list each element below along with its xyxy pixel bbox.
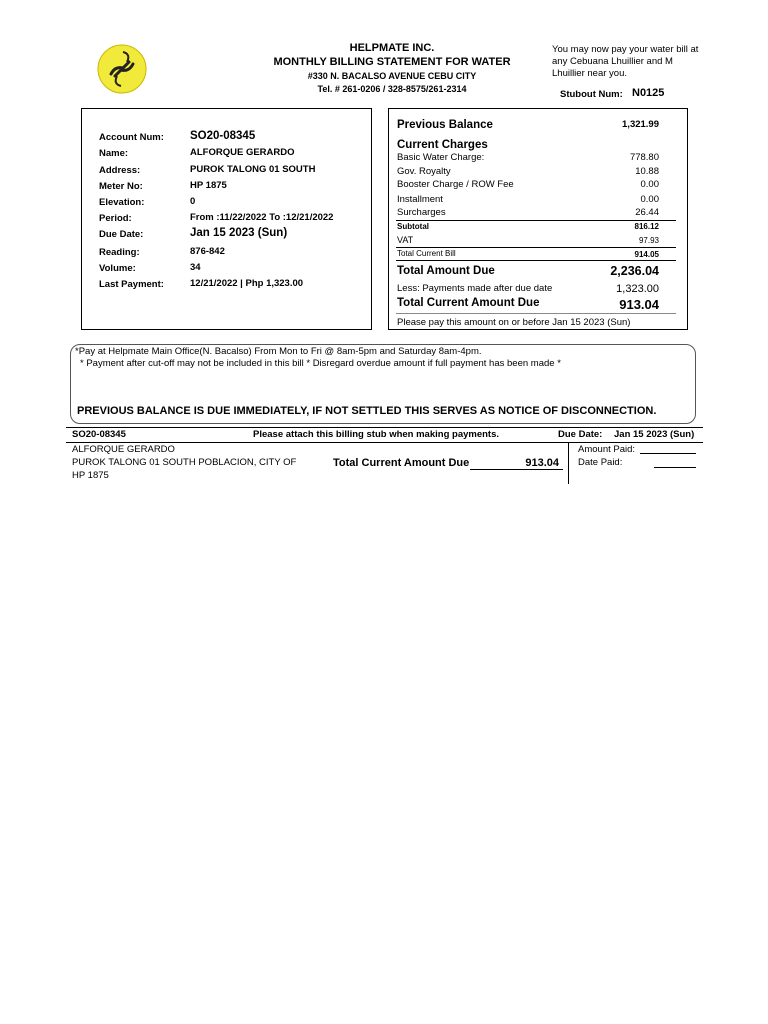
stub-name: ALFORQUE GERARDO: [72, 444, 175, 455]
less-payments-value: 1,323.00: [616, 283, 659, 295]
surcharges-label: Surcharges: [397, 207, 446, 218]
date-paid-line[interactable]: [654, 467, 696, 468]
customer-address: PUROK TALONG 01 SOUTH: [190, 164, 316, 175]
address-label: Address:: [99, 165, 141, 176]
stub-meter: HP 1875: [72, 470, 109, 481]
total-current-bill-value: 914.05: [634, 250, 659, 259]
elevation-label: Elevation:: [99, 197, 145, 208]
volume-value: 34: [190, 262, 201, 273]
meter-label: Meter No:: [99, 181, 143, 192]
company-phone: Tel. # 261-0206 / 328-8575/261-2314: [317, 84, 467, 94]
notice-line-1: *Pay at Helpmate Main Office(N. Bacalso) From Mon to Fri @ 8am-5pm and Saturday 8am-4pm.: [75, 346, 482, 357]
stubout-label: Stubout Num:: [560, 89, 623, 100]
customer-name: ALFORQUE GERARDO: [190, 147, 295, 158]
statement-title: MONTHLY BILLING STATEMENT FOR WATER: [273, 56, 511, 68]
company-logo: [97, 44, 147, 94]
reading-value: 876-842: [190, 246, 225, 257]
name-label: Name:: [99, 148, 129, 159]
company-name: HELPMATE INC.: [349, 42, 435, 54]
royalty-label: Gov. Royalty: [397, 166, 451, 177]
amount-paid-line[interactable]: [640, 453, 696, 454]
total-amount-due-label: Total Amount Due: [397, 265, 495, 277]
stub-due-value: Jan 15 2023 (Sun): [614, 429, 695, 440]
account-num-label: Account Num:: [99, 132, 164, 143]
account-num: SO20-08345: [190, 130, 256, 142]
booster-value: 0.00: [640, 179, 659, 190]
basic-charge-value: 778.80: [629, 152, 659, 163]
total-amount-due-value: 2,236.04: [610, 264, 659, 278]
divider: [396, 220, 676, 221]
stub-divider: [66, 442, 703, 443]
period-value: From :11/22/2022 To :12/21/2022: [190, 212, 334, 223]
stub-account: SO20-08345: [72, 429, 126, 440]
volume-label: Volume:: [99, 263, 136, 274]
stub-due-label: Due Date:: [558, 429, 603, 440]
company-address: #330 N. BACALSO AVENUE CEBU CITY: [307, 71, 477, 81]
notice-line-2: * Payment after cut-off may not be included in this bill * Disregard overdue amount if full payment has been made *: [80, 358, 561, 369]
surcharges-value: 26.44: [635, 207, 659, 218]
stubout-value: N0125: [632, 87, 665, 99]
current-charges-label: Current Charges: [397, 139, 488, 151]
divider: [396, 260, 676, 261]
royalty-value: 10.88: [635, 166, 659, 177]
elevation-value: 0: [190, 196, 196, 207]
disconnection-warning: PREVIOUS BALANCE IS DUE IMMEDIATELY, IF NOT SETTLED THIS SERVES AS NOTICE OF DISCONNECTION.: [77, 405, 657, 417]
amount-paid-label: Amount Paid:: [578, 444, 636, 455]
divider: [396, 313, 676, 314]
stub-total-label: Total Current Amount Due: [333, 457, 470, 469]
period-label: Period:: [99, 213, 132, 224]
stub-total-underline: [470, 469, 563, 470]
subtotal-label: Subtotal: [397, 222, 429, 231]
booster-label: Booster Charge / ROW Fee: [397, 179, 514, 190]
pay-note: You may now pay your water bill at any Cebuana Lhuillier and M Lhuillier near you.: [552, 44, 699, 79]
due-date-label: Due Date:: [99, 229, 144, 240]
total-current-amount-due-value: 913.04: [619, 297, 659, 312]
installment-value: 0.00: [640, 194, 659, 205]
previous-balance-label: Previous Balance: [397, 119, 493, 131]
stub-divider: [66, 427, 703, 428]
basic-charge-label: Basic Water Charge:: [397, 152, 485, 163]
previous-balance-value: 1,321.99: [622, 119, 659, 130]
due-date-value: Jan 15 2023 (Sun): [190, 227, 288, 239]
total-current-amount-due-label: Total Current Amount Due: [397, 297, 540, 309]
stub-attach-note: Please attach this billing stub when making payments.: [253, 429, 500, 440]
vat-label: VAT: [397, 235, 414, 245]
last-payment-label: Last Payment:: [99, 279, 164, 290]
stub-vertical-divider: [568, 443, 569, 484]
date-paid-label: Date Paid:: [578, 457, 623, 468]
please-pay-note: Please pay this amount on or before Jan 15 2023 (Sun): [397, 317, 631, 328]
less-payments-label: Less: Payments made after due date: [397, 283, 553, 294]
last-payment-value: 12/21/2022 | Php 1,323.00: [190, 278, 304, 289]
vat-value: 97.93: [638, 236, 659, 245]
reading-label: Reading:: [99, 247, 140, 258]
total-current-bill-label: Total Current Bill: [397, 249, 456, 258]
subtotal-value: 816.12: [634, 222, 659, 231]
stub-total-value: 913.04: [525, 457, 559, 469]
installment-label: Installment: [397, 194, 443, 205]
divider: [396, 247, 676, 248]
meter-number: HP 1875: [190, 180, 227, 191]
stub-address: PUROK TALONG 01 SOUTH POBLACION, CITY OF: [72, 457, 297, 468]
